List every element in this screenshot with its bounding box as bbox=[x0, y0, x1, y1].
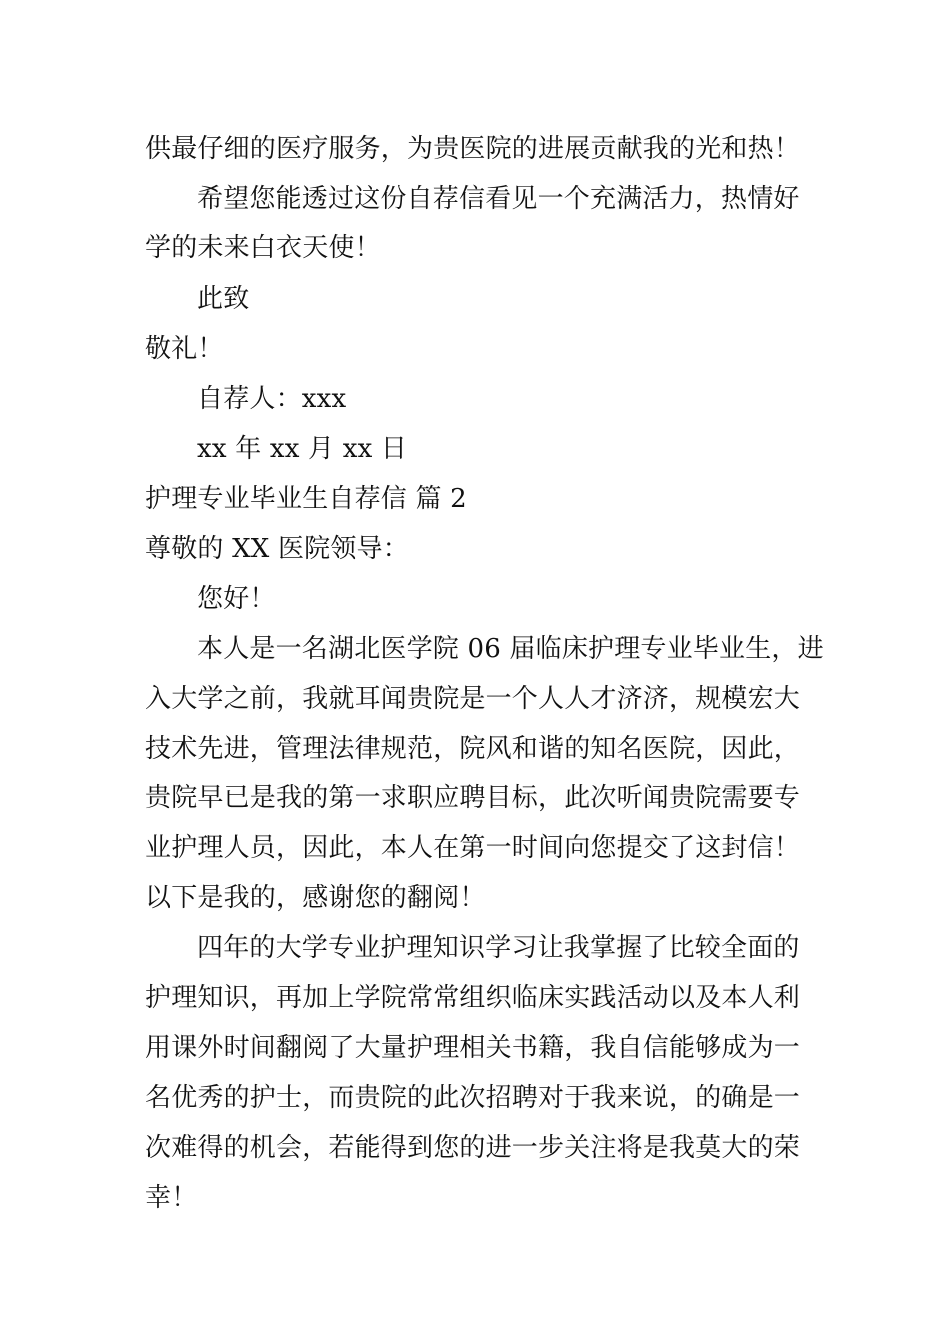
body-line: 护理知识，再加上学院常常组织临床实践活动以及本人利 bbox=[145, 983, 801, 1013]
body-line: 用课外时间翻阅了大量护理相关书籍，我自信能够成为一 bbox=[145, 1033, 801, 1063]
body-line: 幸！ bbox=[145, 1183, 198, 1213]
body-line: 以下是我的，感谢您的翻阅！ bbox=[145, 883, 486, 913]
body-line: 本人是一名湖北医学院 06 届临床护理专业毕业生，进 bbox=[197, 634, 824, 664]
body-line: 业护理人员，因此，本人在第一时间向您提交了这封信！ bbox=[145, 833, 801, 863]
greeting-line: 您好！ bbox=[197, 584, 276, 614]
body-line: 贵院早已是我的第一求职应聘目标，此次听闻贵院需要专 bbox=[145, 783, 801, 813]
section-title: 护理专业毕业生自荐信 篇 2 bbox=[145, 484, 467, 514]
date-line: xx 年 xx 月 xx 日 bbox=[197, 434, 408, 464]
body-line: 学的未来白衣天使！ bbox=[145, 233, 381, 263]
body-line: 希望您能透过这份自荐信看见一个充满活力，热情好 bbox=[197, 184, 800, 214]
closing-salutation: 此致 bbox=[197, 284, 250, 314]
letter-salutation: 尊敬的 XX 医院领导： bbox=[145, 534, 409, 564]
body-line: 技术先进，管理法律规范，院风和谐的知名医院，因此， bbox=[145, 734, 801, 764]
closing-regards: 敬礼！ bbox=[145, 334, 224, 364]
body-line: 供最仔细的医疗服务，为贵医院的进展贡献我的光和热！ bbox=[145, 134, 801, 164]
body-line: 四年的大学专业护理知识学习让我掌握了比较全面的 bbox=[197, 933, 800, 963]
body-line: 入大学之前，我就耳闻贵院是一个人人才济济，规模宏大 bbox=[145, 684, 801, 714]
signature-line: 自荐人：xxx bbox=[197, 384, 347, 414]
body-line: 次难得的机会，若能得到您的进一步关注将是我莫大的荣 bbox=[145, 1133, 801, 1163]
body-line: 名优秀的护士，而贵院的此次招聘对于我来说，的确是一 bbox=[145, 1083, 801, 1113]
